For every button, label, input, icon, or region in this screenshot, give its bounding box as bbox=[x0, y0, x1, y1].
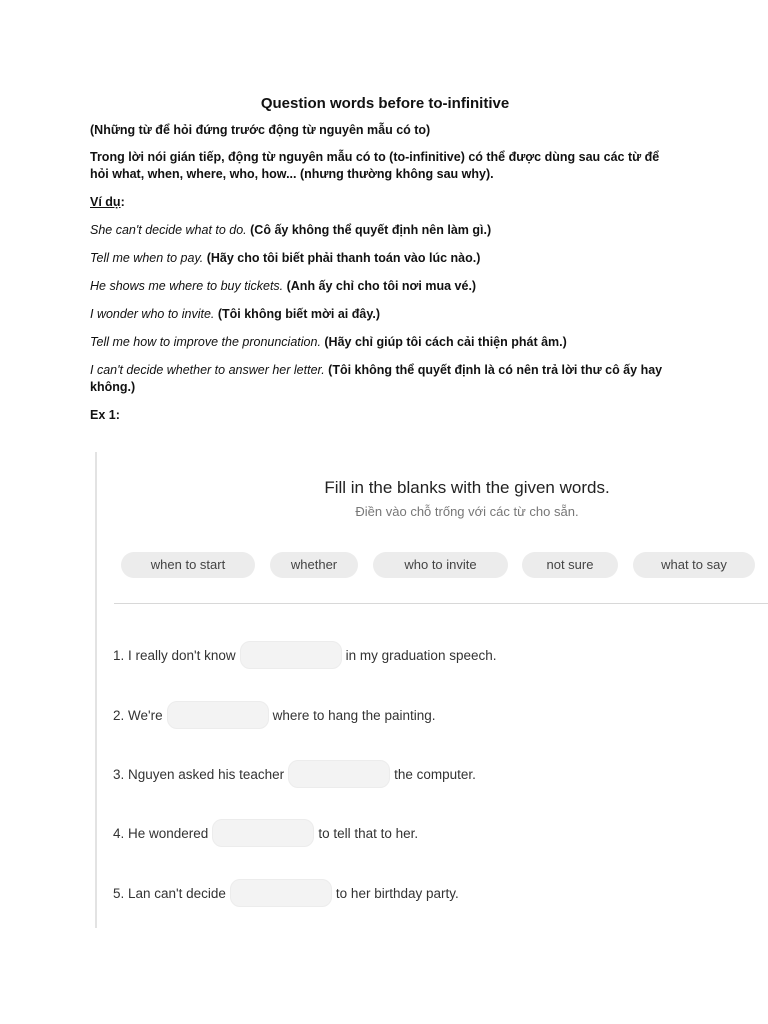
answer-blank-2[interactable] bbox=[167, 701, 269, 729]
example-en: Tell me how to improve the pronunciation. bbox=[90, 335, 321, 349]
example-1 bbox=[90, 222, 670, 239]
question-text-after: in my graduation speech. bbox=[345, 647, 497, 663]
exercise-title: Fill in the blanks with the given words. bbox=[324, 478, 610, 497]
word-chip-whether[interactable]: whether bbox=[270, 552, 358, 578]
question-5 bbox=[113, 878, 459, 908]
subtitle-vi: (Những từ để hỏi đứng trước động từ nguyên mẫu có to) bbox=[90, 123, 431, 137]
example-en: She can't decide what to do. bbox=[90, 223, 247, 237]
example-vi: (Hãy cho tôi biết phải thanh toán vào lúc nào.) bbox=[203, 251, 481, 265]
question-text-before: 1. I really don't know bbox=[113, 647, 236, 663]
word-chip-not-sure[interactable]: not sure bbox=[522, 552, 618, 578]
example-en: Tell me when to pay. bbox=[90, 251, 204, 265]
example-4 bbox=[90, 306, 670, 323]
answer-blank-5[interactable] bbox=[230, 879, 332, 907]
question-text-before: 4. He wondered bbox=[113, 825, 209, 841]
page-title: Question words before to-infinitive bbox=[260, 95, 510, 112]
example-vi: (Cô ấy không thể quyết định nên làm gì.) bbox=[246, 223, 492, 237]
example-2 bbox=[90, 250, 670, 267]
example-5 bbox=[90, 334, 670, 351]
divider bbox=[114, 603, 768, 604]
example-en: He shows me where to buy tickets. bbox=[90, 279, 284, 293]
example-vi: (Tôi không biết mời ai đây.) bbox=[214, 307, 380, 321]
question-1 bbox=[113, 640, 496, 670]
example-vi: (Anh ấy chỉ cho tôi nơi mua vé.) bbox=[283, 279, 477, 293]
question-text-after: to tell that to her. bbox=[318, 825, 419, 841]
example-vi: (Tôi không thể quyết định là có nên trả lời thư cô ấy hay không.) bbox=[90, 363, 663, 394]
answer-blank-3[interactable] bbox=[288, 760, 390, 788]
example-6 bbox=[90, 362, 670, 396]
question-3 bbox=[113, 759, 476, 789]
example-vi: (Hãy chỉ giúp tôi cách cải thiện phát âm.) bbox=[320, 335, 567, 349]
word-chip-when-to-start[interactable]: when to start bbox=[121, 552, 255, 578]
exercise-label: Ex 1: bbox=[90, 408, 120, 422]
example-3 bbox=[90, 278, 670, 295]
question-text-after: to her birthday party. bbox=[335, 885, 459, 901]
question-text-after: the computer. bbox=[394, 766, 476, 782]
example-en: I can't decide whether to answer her letter. bbox=[90, 363, 325, 377]
question-text-before: 5. Lan can't decide bbox=[113, 885, 226, 901]
example-label: Ví dụ bbox=[90, 195, 121, 209]
question-4 bbox=[113, 818, 418, 848]
question-text-after: where to hang the painting. bbox=[272, 707, 436, 723]
question-text-before: 2. We're bbox=[113, 707, 163, 723]
question-text-before: 3. Nguyen asked his teacher bbox=[113, 766, 285, 782]
word-chip-who-to-invite[interactable]: who to invite bbox=[373, 552, 508, 578]
exercise-subtitle: Điền vào chỗ trống với các từ cho sẵn. bbox=[355, 504, 579, 519]
exercise-panel bbox=[95, 452, 768, 928]
intro-paragraph: Trong lời nói gián tiếp, động từ nguyên mẫu có to (to-infinitive) có thể được dùng sau các từ để hỏi what, when, where, who, how... (nhưng thường không sau why). bbox=[90, 150, 660, 181]
example-heading: Ví dụ: bbox=[90, 195, 125, 209]
document-body bbox=[90, 95, 670, 435]
answer-blank-4[interactable] bbox=[212, 819, 314, 847]
answer-blank-1[interactable] bbox=[240, 641, 342, 669]
question-2 bbox=[113, 700, 435, 730]
word-chip-what-to-say[interactable]: what to say bbox=[633, 552, 755, 578]
example-en: I wonder who to invite. bbox=[90, 307, 215, 321]
